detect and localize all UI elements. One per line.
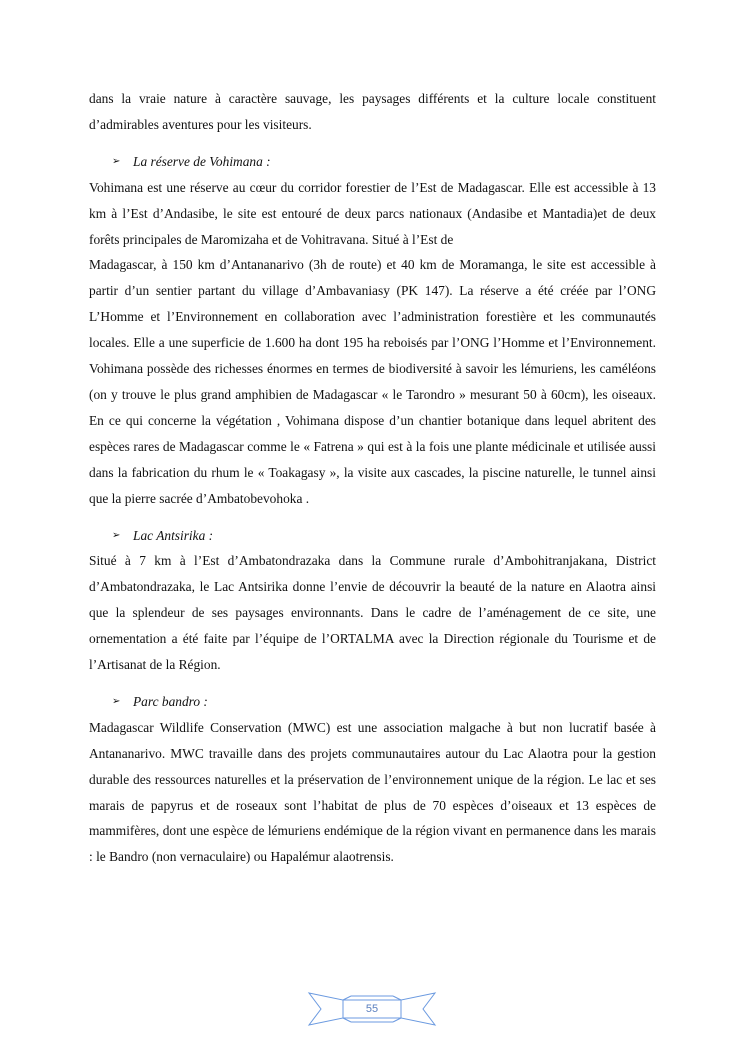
arrow-bullet-icon: ➢	[112, 529, 121, 541]
section-paragraph-antsirika: Situé à 7 km à l’Est d’Ambatondrazaka dans la Commune rurale d’Ambohitranjakana, District d’Ambatondrazaka, le Lac Antsirika donne l’envie de découvrir la beauté de la nature en Alaotra ainsi que la splendeur de ses paysages environnants. Dans le cadre de l’aménagement de ce site, une ornementation a été faite par l’équipe de l’ORTALMA avec la Direction régionale du Tourisme et de l’Artisanat de la Région.	[89, 553, 656, 673]
section-paragraph-vohimana: Vohimana est une réserve au cœur du corridor forestier de l’Est de Madagascar. Elle est accessible à 13 km à l’Est d’Andasibe, le site est entouré de deux parcs nationaux (Andasibe et Mantadia)et de deux forêts principales de Maromizaha et de Vohitravana. Situé à l’Est de Madagascar, à 150 km d’Antananarivo (3h de route) et 40 km de Moramanga, le site est accessible à partir d’un sentier partant du village d’Ambavaniasy (PK 147). La réserve a été créée par l’ONG L’Homme et l’Environnement en collaboration avec l’administration forestière et les communautés locales. Elle a une superficie de 1.600 ha dont 195 ha reboisés par l’ONG l’Homme et l’Environnement. Vohimana possède des richesses énormes en termes de biodiversité à savoir les lémuriens, les caméléons (on y trouve le plus grand amphibien de Madagascar « le Tarondro » mesurant 50 à 60cm), les oiseaux. En ce qui concerne la végétation , Vohimana dispose d’un chantier botanique dans lequel abritent des espèces rares de Madagascar comme le « Fatrena » qui est à la fois une plante médicinale et utilisée aussi dans la fabrication du rhum le « Toakagasy », la visite aux cascades, la piscine naturelle, le tunnel ainsi que la pierre sacrée d’Ambatobevohoka .	[89, 179, 656, 506]
section-heading-vohimana	[89, 149, 656, 175]
arrow-bullet-icon: ➢	[112, 155, 121, 167]
page-number: 55	[365, 1003, 379, 1015]
arrow-bullet-icon: ➢	[112, 695, 121, 707]
section-paragraph-bandro: Madagascar Wildlife Conservation (MWC) est une association malgache à but non lucratif basée à Antananarivo. MWC travaille dans des projets communautaires autour du Lac Alaotra pour la gestion durable des ressources naturelles et la préservation de l’environnement unique de la région. Le lac et ses marais de papyrus et de roseaux sont l’habitat de plus de 70 espèces d’oiseaux et 13 espèces de mammifères, dont une espèce de lémuriens endémique de la région vivant en permanence dans les marais : le Bandro (non vernaculaire) ou Hapalémur alaotrensis.	[89, 719, 656, 865]
section-heading-text: Parc bandro :	[133, 693, 208, 709]
section-heading-antsirika	[89, 523, 656, 549]
section-heading-text: La réserve de Vohimana :	[133, 153, 271, 169]
page-number-ribbon	[307, 991, 437, 1027]
intro-paragraph: dans la vraie nature à caractère sauvage, les paysages différents et la culture locale constituent d’admirables aventures pour les visiteurs.	[89, 91, 656, 132]
page-content	[89, 86, 656, 870]
section-heading-text: Lac Antsirika :	[133, 527, 214, 543]
section-heading-bandro	[89, 689, 656, 715]
